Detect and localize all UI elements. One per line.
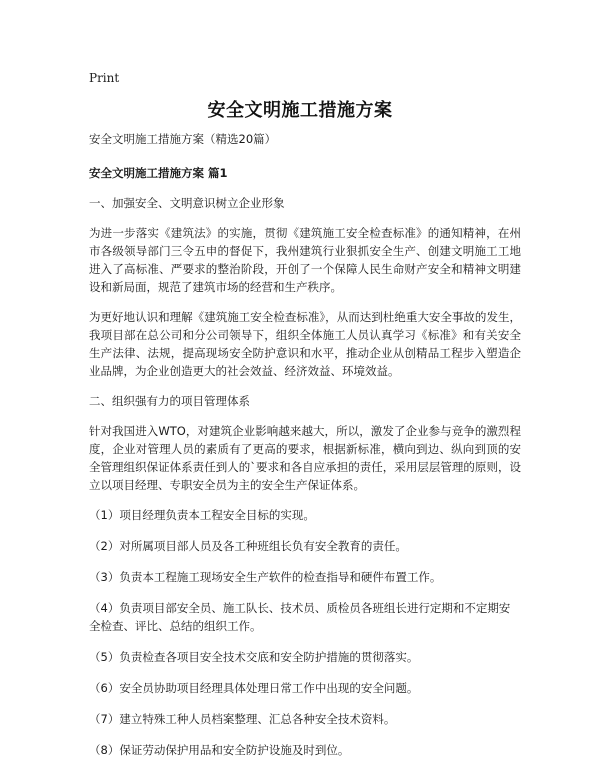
paragraph-3: 针对我国进入WTO，对建筑企业影响越来越大，所以，激发了企业参与竞争的激烈程度，企业对管理人员的素质有了更高的要求，根据新标准，横向到边、纵向到顶的安全管理组织保证体系责任到人的`要求和各自应承担的责任，采用层层管理的原则，设立以项目经理、专职安全员为主的安全生产保证体系。: [89, 424, 521, 492]
list-item: （3）负责本工程施工现场安全生产软件的检查指导和硬件布置工作。: [89, 570, 442, 584]
page-title: 安全文明施工措施方案: [207, 100, 393, 121]
heading-2: 二、组织强有力的项目管理体系: [89, 394, 250, 408]
heading-1: 一、加强安全、文明意识树立企业形象: [89, 196, 285, 210]
document-body: [89, 130, 521, 772]
list-item: （5）负责检查各项目安全技术交底和安全防护措施的贯彻落实。: [89, 650, 419, 664]
list-item: （4）负责项目部安全员、施工队长、技术员、质检员各班组长进行定期和不定期安全检查、评比、总结的组织工作。: [89, 601, 511, 633]
paragraph-1: 为进一步落实《建筑法》的实施，贯彻《建筑施工安全检查标准》的通知精神，在州市各级领导部门三令五申的督促下，我州建筑行业狠抓安全生产、创建文明施工工地进入了高标准、严要求的整治阶段，开创了一个保障人民生命财产安全和精神文明建设和新局面，规范了建筑市场的经营和生产秩序。: [89, 226, 521, 294]
section-title: 安全文明施工措施方案 篇1: [89, 166, 228, 180]
list-item: （2）对所属项目部人员及各工种班组长负有安全教育的责任。: [89, 539, 407, 553]
print-link[interactable]: Print: [89, 71, 120, 85]
paragraph-2: 为更好地认识和理解《建筑施工安全检查标准》，从而达到杜绝重大安全事故的发生，我项目部在总公司和分公司领导下，组织全体施工人员认真学习《标准》和有关安全生产法律、法规，提高现场安全防护意识和水平，推动企业从创精品工程步入塑造企业品牌，为企业创造更大的社会效益、经济效益、环境效益。: [89, 310, 521, 378]
list-item: （8）保证劳动保护用品和安全防护设施及时到位。: [89, 743, 350, 757]
document-subtitle: 安全文明施工措施方案（精选20篇）: [89, 132, 277, 146]
list-item: （7）建立特殊工种人员档案整理、汇总各种安全技术资料。: [89, 712, 396, 726]
list-item: （6）安全员协助项目经理具体处理日常工作中出现的安全问题。: [89, 681, 419, 695]
list-item: （1）项目经理负责本工程安全目标的实现。: [89, 508, 315, 522]
